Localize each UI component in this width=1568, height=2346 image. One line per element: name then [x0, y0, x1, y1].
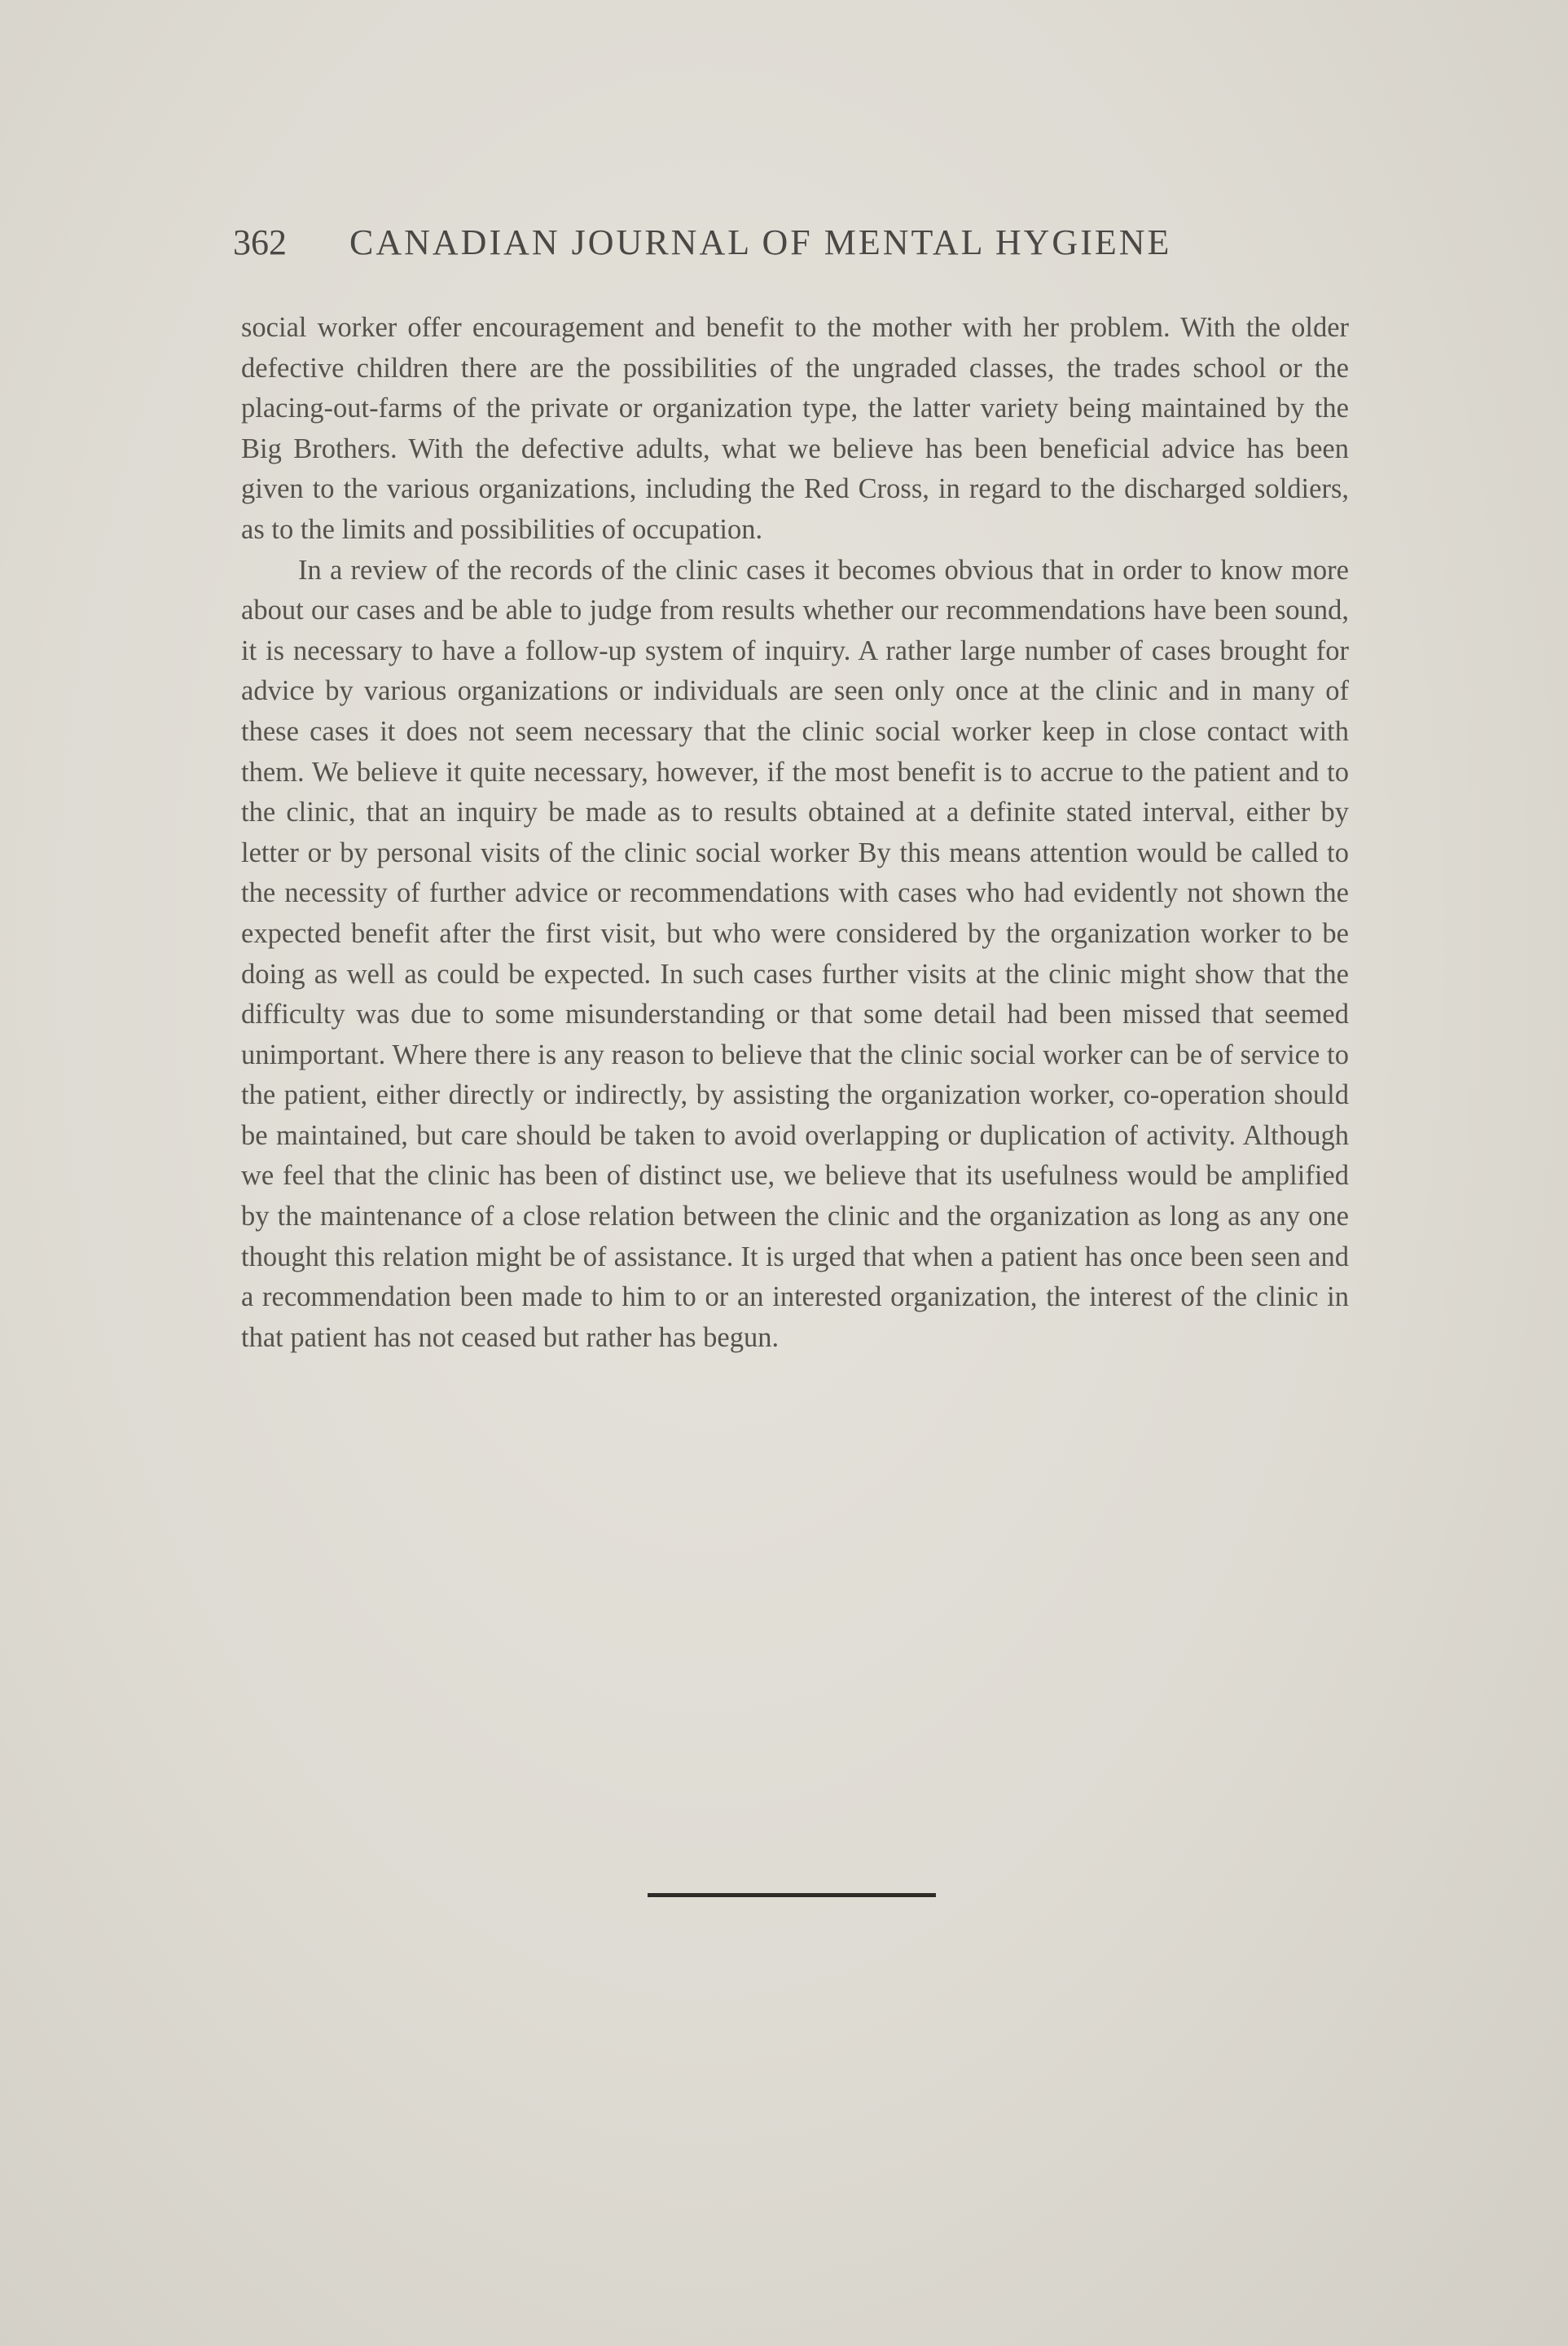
page-number: 362: [233, 222, 287, 262]
paragraph-continued: social worker offer encouragement and benefit to the mother with her problem. With the older defective children there are the possibilities of the ungraded classes, the trades school or the placing-out-farms of the private or organization type, the latter variety being maintained by the Big Brothers. With the defective adults, what we believe has been beneficial advice has been given to the various organizations, including the Red Cross, in regard to the discharged soldiers, as to the limits and possibilities of occupation.: [241, 312, 1349, 545]
section-end-rule: [648, 1893, 936, 1897]
journal-title: CANADIAN JOURNAL OF MENTAL HYGIENE: [349, 222, 1172, 262]
running-head: [233, 222, 1210, 279]
body-text: [241, 308, 1349, 1358]
paragraph-follow-up: In a review of the records of the clinic cases it becomes obvious that in order to know more about our cases and be able to judge from results whether our recommendations have been sound, it is necessary to have a follow-up system of inquiry. A rather large number of cases brought for advice by various organizations or individuals are seen only once at the clinic and in many of these cases it does not seem necessary that the clinic social worker keep in close contact with them. We believe it quite necessary, however, if the most benefit is to accrue to the patient and to the clinic, that an inquiry be made as to results obtained at a definite stated interval, either by letter or by personal visits of the clinic social worker By this means attention would be called to the necessity of further advice or recommendations with cases who had evidently not shown the expected benefit after the first visit, but who were considered by the organization worker to be doing as well as could be expected. In such cases further visits at the clinic might show that the difficulty was due to some misunderstanding or that some detail had been missed that seemed unimportant. Where there is any reason to believe that the clinic social worker can be of service to the patient, either directly or indirectly, by assisting the organization worker, co-operation should be maintained, but care should be taken to avoid overlapping or duplication of activity. Although we feel that the clinic has been of distinct use, we believe that its usefulness would be amplified by the maintenance of a close relation between the clinic and the organization as long as any one thought this relation might be of assistance. It is urged that when a patient has once been seen and a recommendation been made to him to or an interested organization, the interest of the clinic in that patient has not ceased but rather has begun.: [241, 554, 1349, 1353]
